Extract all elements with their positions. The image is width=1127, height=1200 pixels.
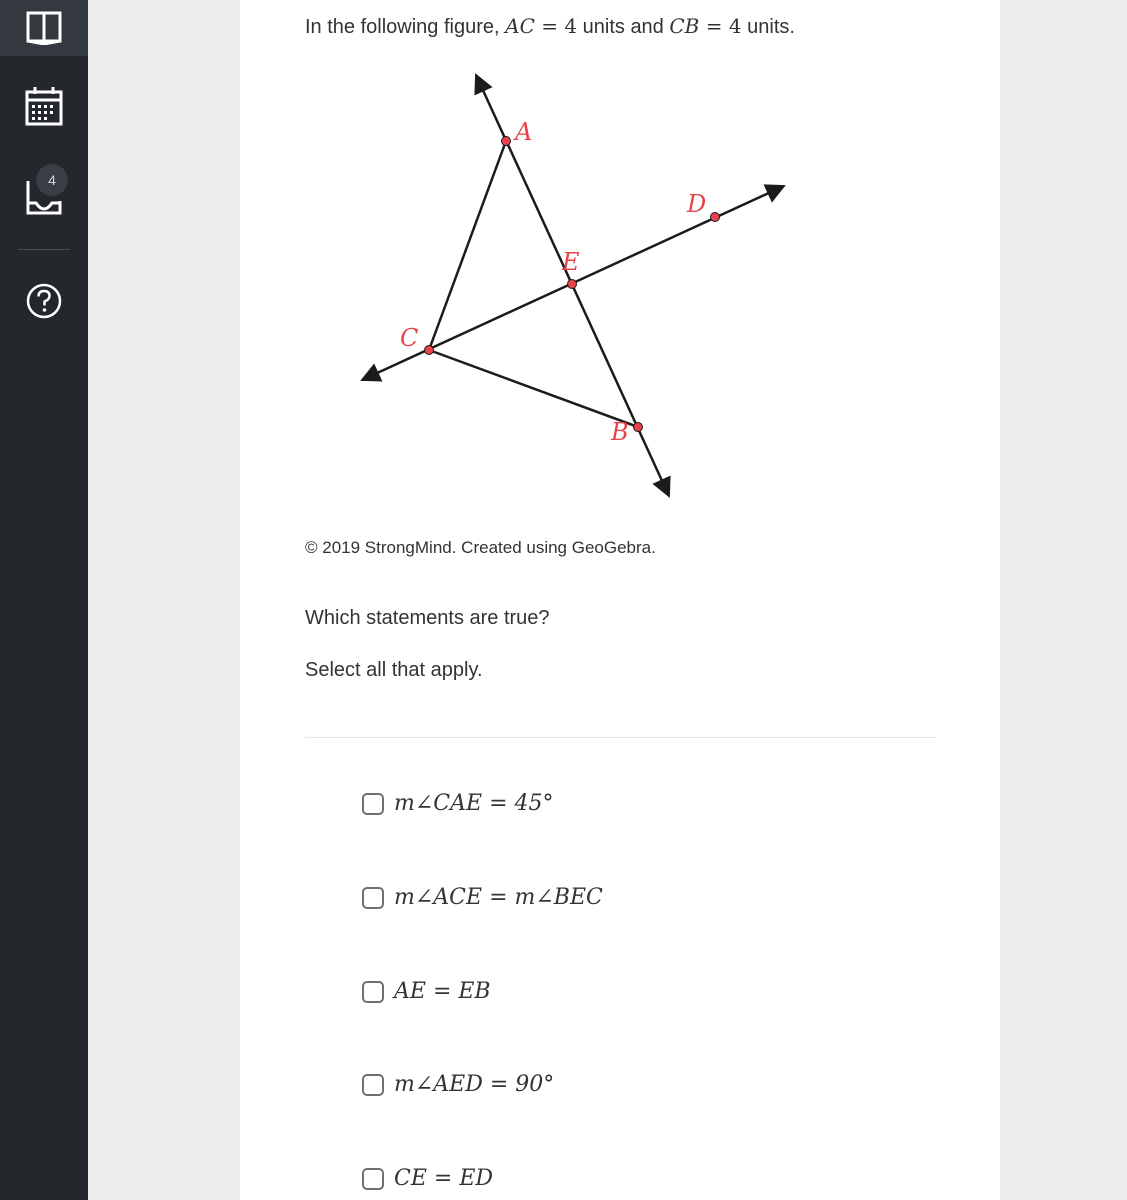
option-label: m∠CAE = 45° [394, 791, 554, 816]
point-b [634, 423, 643, 432]
point-a [502, 137, 511, 146]
calendar-icon [25, 86, 63, 126]
intro-prefix: In the following figure, [305, 16, 506, 38]
question-instruction: Select all that apply. [305, 659, 483, 681]
option-label: m∠ACE = m∠BEC [394, 885, 603, 910]
book-icon [24, 11, 64, 45]
equation-ac: = 4 [534, 14, 578, 38]
answer-option-5[interactable] [362, 1166, 493, 1191]
calendar-button[interactable] [0, 78, 88, 134]
question-intro [305, 14, 795, 39]
point-c [425, 346, 434, 355]
intro-mid: units and [577, 16, 670, 38]
checkbox[interactable] [362, 1074, 384, 1096]
label-a: A [515, 118, 533, 146]
label-b: B [611, 418, 629, 446]
question-prompt: Which statements are true? [305, 607, 550, 629]
sidebar [0, 0, 88, 1200]
point-e [568, 280, 577, 289]
book-button[interactable] [0, 0, 88, 56]
help-button[interactable] [0, 273, 88, 329]
checkbox[interactable] [362, 887, 384, 909]
question-panel [240, 0, 1000, 1200]
point-d [711, 213, 720, 222]
option-label: CE = ED [394, 1166, 494, 1191]
answer-option-3[interactable] [362, 979, 491, 1004]
checkbox[interactable] [362, 1168, 384, 1190]
checkbox[interactable] [362, 981, 384, 1003]
segment-cb: CB [669, 14, 700, 38]
help-icon [26, 283, 62, 319]
label-d: D [687, 190, 707, 218]
segment-ac: AC [505, 14, 535, 38]
figure-credit: © 2019 StrongMind. Created using GeoGebra. [305, 538, 656, 557]
intro-suffix: units. [741, 16, 795, 38]
sidebar-divider [18, 249, 70, 250]
label-c: C [400, 324, 419, 352]
notification-badge: 4 [36, 164, 68, 196]
geometry-figure [340, 60, 810, 510]
answer-option-1[interactable] [362, 791, 554, 816]
option-label: m∠AED = 90° [394, 1072, 555, 1097]
equation-cb: = 4 [699, 14, 742, 38]
answer-option-2[interactable] [362, 885, 603, 910]
label-e: E [562, 248, 580, 276]
divider [305, 737, 936, 738]
option-label: AE = EB [394, 979, 491, 1004]
answer-option-4[interactable] [362, 1072, 554, 1097]
checkbox[interactable] [362, 793, 384, 815]
